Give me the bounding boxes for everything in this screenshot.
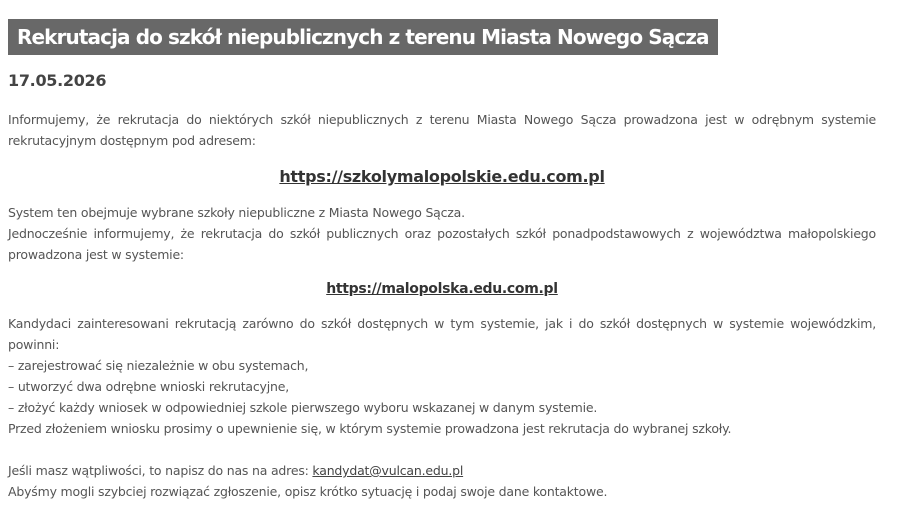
contact-email-link[interactable]: kandydat@vulcan.edu.pl — [312, 463, 464, 478]
candidates-paragraph — [8, 313, 876, 439]
intro-paragraph: Informujemy, że rekrutacja do niektórych szkół niepublicznych z terenu Miasta Nowego Sącza prowadzona jest w odrębnym systemie rekrutacyjnym dostępnym pod adresem: — [8, 112, 876, 148]
list-item: – zarejestrować się niezależnie w obu systemach, — [8, 358, 309, 373]
szkolymalopolskie-link[interactable]: https://szkolymalopolskie.edu.com.pl — [279, 167, 605, 186]
list-item: – złożyć każdy wniosek w odpowiedniej szkole pierwszego wyboru wskazanej w danym systemie. — [8, 400, 598, 415]
public-schools-info: Jednocześnie informujemy, że rekrutacja do szkół publicznych oraz pozostałych szkół ponadpodstawowych z województwa małopolskiego prowadzona jest w systemie: — [8, 226, 876, 262]
list-item: – utworzyć dwa odrębne wnioski rekrutacyjne, — [8, 379, 289, 394]
contact-prefix: Jeśli masz wątpliwości, to napisz do nas na adres: — [8, 463, 313, 478]
malopolska-link[interactable]: https://malopolska.edu.com.pl — [326, 281, 558, 297]
system-info-paragraph — [8, 202, 876, 265]
system-info-line: System ten obejmuje wybrane szkoły niepubliczne z Miasta Nowego Sącza. — [8, 205, 465, 220]
candidates-intro: Kandydaci zainteresowani rekrutacją zarówno do szkół dostępnych w tym systemie, jak i do szkół dostępnych w systemie wojewódzkim, powinni: — [8, 316, 876, 352]
article-date: 17.05.2026 — [8, 71, 107, 90]
page-title: Rekrutacja do szkół niepublicznych z terenu Miasta Nowego Sącza — [8, 19, 718, 55]
before-submit-note: Przed złożeniem wniosku prosimy o upewnienie się, w którym systemie prowadzona jest rekrutacja do wybranej szkoły. — [8, 421, 732, 436]
contact-paragraph — [8, 460, 876, 502]
contact-note: Abyśmy mogli szybciej rozwiązać zgłoszenie, opisz krótko sytuację i podaj swoje dane kontaktowe. — [8, 484, 608, 499]
contact-line — [8, 460, 876, 481]
